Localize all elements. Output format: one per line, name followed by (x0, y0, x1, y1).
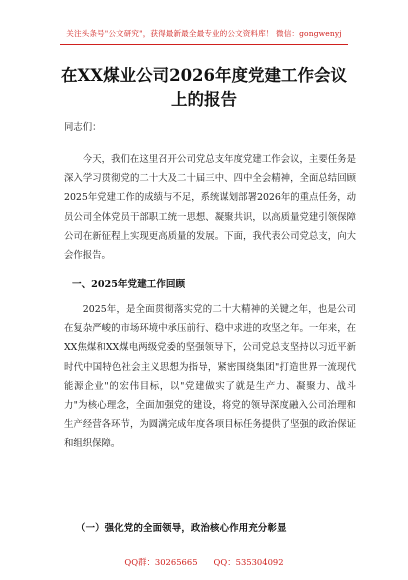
paragraph-review: 2025年，是全面贯彻落实党的二十大精神的关键之年，也是公司在复杂严峻的市场环境中承压前行、稳中求进的攻坚之年。一年来，在XX焦煤和XX煤电两级党委的坚强领导下，公司党总支坚持以习近平新时代中国特色社会主义思想为指导，紧密围绕集团"打造世界一流现代能源企业"的宏伟目标，以"党建做实了就是生产力、凝聚力、战斗力"为核心理念，全面加强党的建设，将党的领导深度融入公司治理和生产经营各环节，为圆满完成年度各项目标任务提供了坚强的政治保证和组织保障。 (64, 304, 356, 450)
header-banner: 关注头条号"公文研究"，获得最新最全最专业的公文资料库！ 微信：gongwenyj (66, 29, 342, 38)
footer-contact: QQ群：30265665 QQ：535304092 (124, 557, 284, 567)
document-title (40, 64, 368, 112)
salutation: 同志们： (64, 122, 102, 133)
header-divider (60, 44, 348, 45)
title-line-1: 在XX煤业公司2026年度党建工作会议 (60, 66, 348, 85)
section-heading: 一、2025年党建工作回顾 (72, 279, 186, 290)
paragraph-intro: 今天，我们在这里召开公司党总支年度党建工作会议，主要任务是深入学习贯彻党的二十大及二十届三中、四中全会精神，全面总结回顾2025年党建工作的成绩与不足，系统谋划部署2026年的重点任务，动员公司全体党员干部职工统一思想、凝聚共识，以高质量党建引领保障公司在新征程上实现更高质量的发展。下面，我代表公司党总支，向大会作报告。 (64, 154, 356, 262)
subsection-heading: （一）强化党的全面领导，政治核心作用充分彰显 (76, 523, 287, 534)
title-line-2: 上的报告 (171, 90, 237, 109)
